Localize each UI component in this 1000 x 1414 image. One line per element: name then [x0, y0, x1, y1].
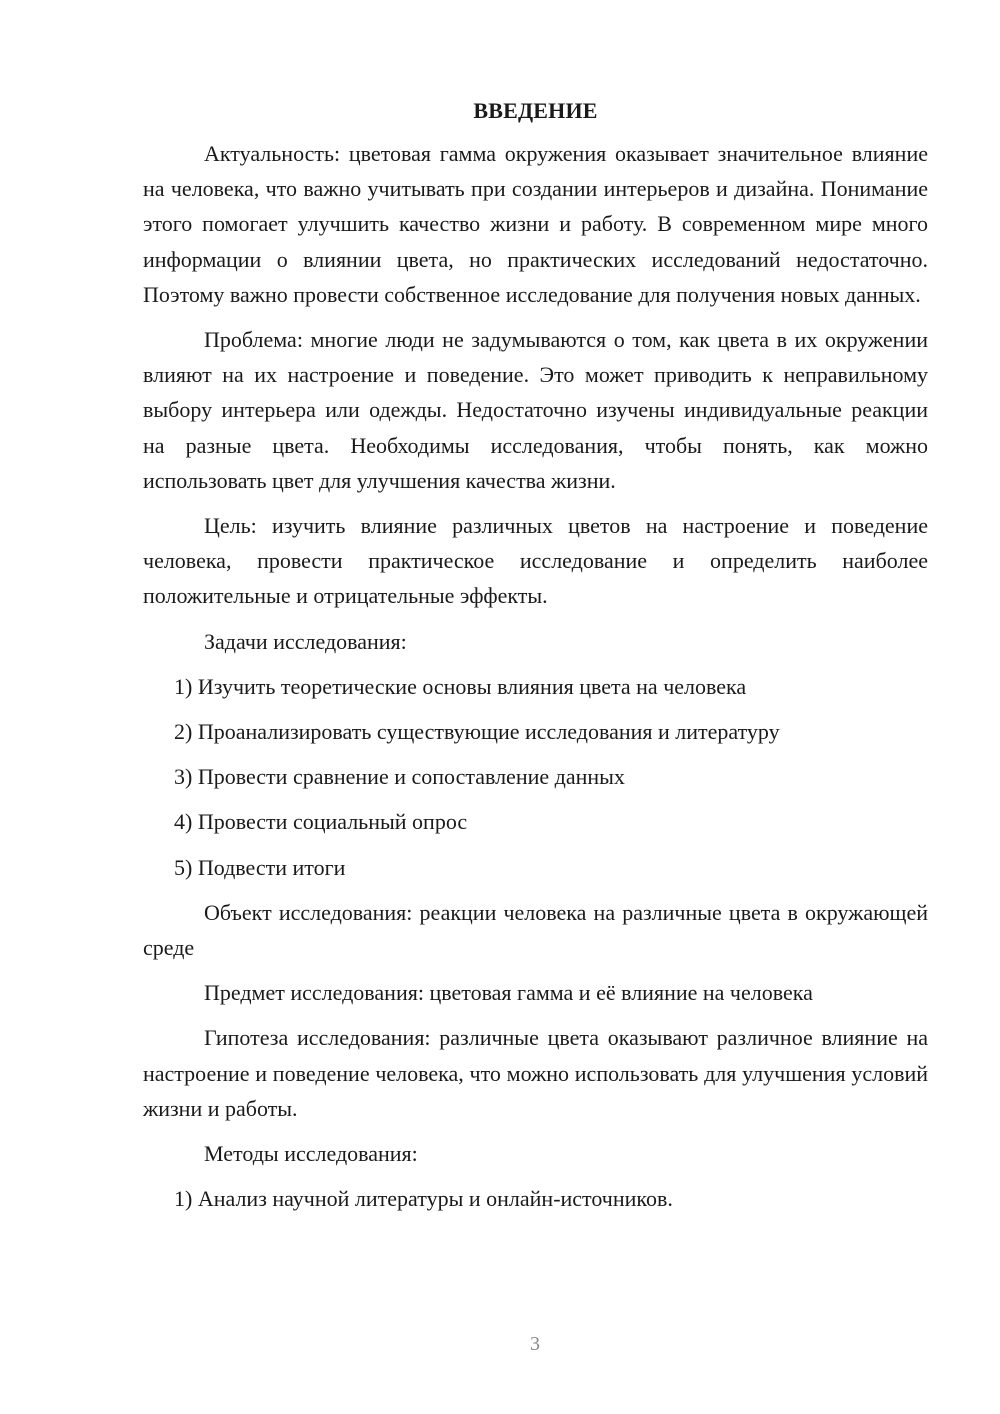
goal-paragraph: Цель: изучить влияние различных цветов на настроение и поведение человека, провести практическое исследование и определить наиболее положительные и отрицательные эффекты.: [143, 513, 928, 609]
task-item: 3) Провести сравнение и сопоставление данных: [174, 764, 625, 790]
methods-heading: Методы исследования:: [204, 1141, 418, 1167]
page-content: [143, 93, 928, 1226]
task-item: 4) Провести социальный опрос: [174, 809, 468, 835]
methods-list: [143, 1181, 928, 1216]
tasks-list: [143, 669, 928, 885]
section-title: ВВЕДЕНИЕ: [473, 98, 598, 123]
object-paragraph: Объект исследования: реакции человека на различные цвета в окружающей среде: [143, 899, 928, 961]
relevance-paragraph: Актуальность: цветовая гамма окружения оказывает значительное влияние на человека, что важно учитывать при создании интерьеров и дизайна. Понимание этого помогает улучшить качество жизни и работу. В современном мире много информации о влиянии цвета, но практических исследований недостаточно. Поэтому важно провести собственное исследование для получения новых данных.: [143, 141, 928, 307]
task-item: 1) Изучить теоретические основы влияния цвета на человека: [174, 673, 747, 699]
task-item: 2) Проанализировать существующие исследования и литературу: [174, 719, 780, 745]
hypothesis-paragraph: Гипотеза исследования: различные цвета оказывают различное влияние на настроение и поведение человека, что можно использовать для улучшения условий жизни и работы.: [143, 1025, 928, 1121]
method-item: 1) Анализ научной литературы и онлайн-источников.: [174, 1186, 673, 1212]
page-number: 3: [530, 1333, 540, 1355]
tasks-heading: Задачи исследования:: [204, 628, 407, 654]
subject-paragraph: Предмет исследования: цветовая гамма и её влияние на человека: [204, 980, 813, 1006]
problem-paragraph: Проблема: многие люди не задумываются о том, как цвета в их окружении влияют на их настроение и поведение. Это может приводить к неправильному выбору интерьера или одежды. Недостаточно изучены индивидуальные реакции на разные цвета. Необходимы исследования, чтобы понять, как можно использовать цвет для улучшения качества жизни.: [143, 327, 928, 493]
task-item: 5) Подвести итоги: [174, 854, 346, 880]
